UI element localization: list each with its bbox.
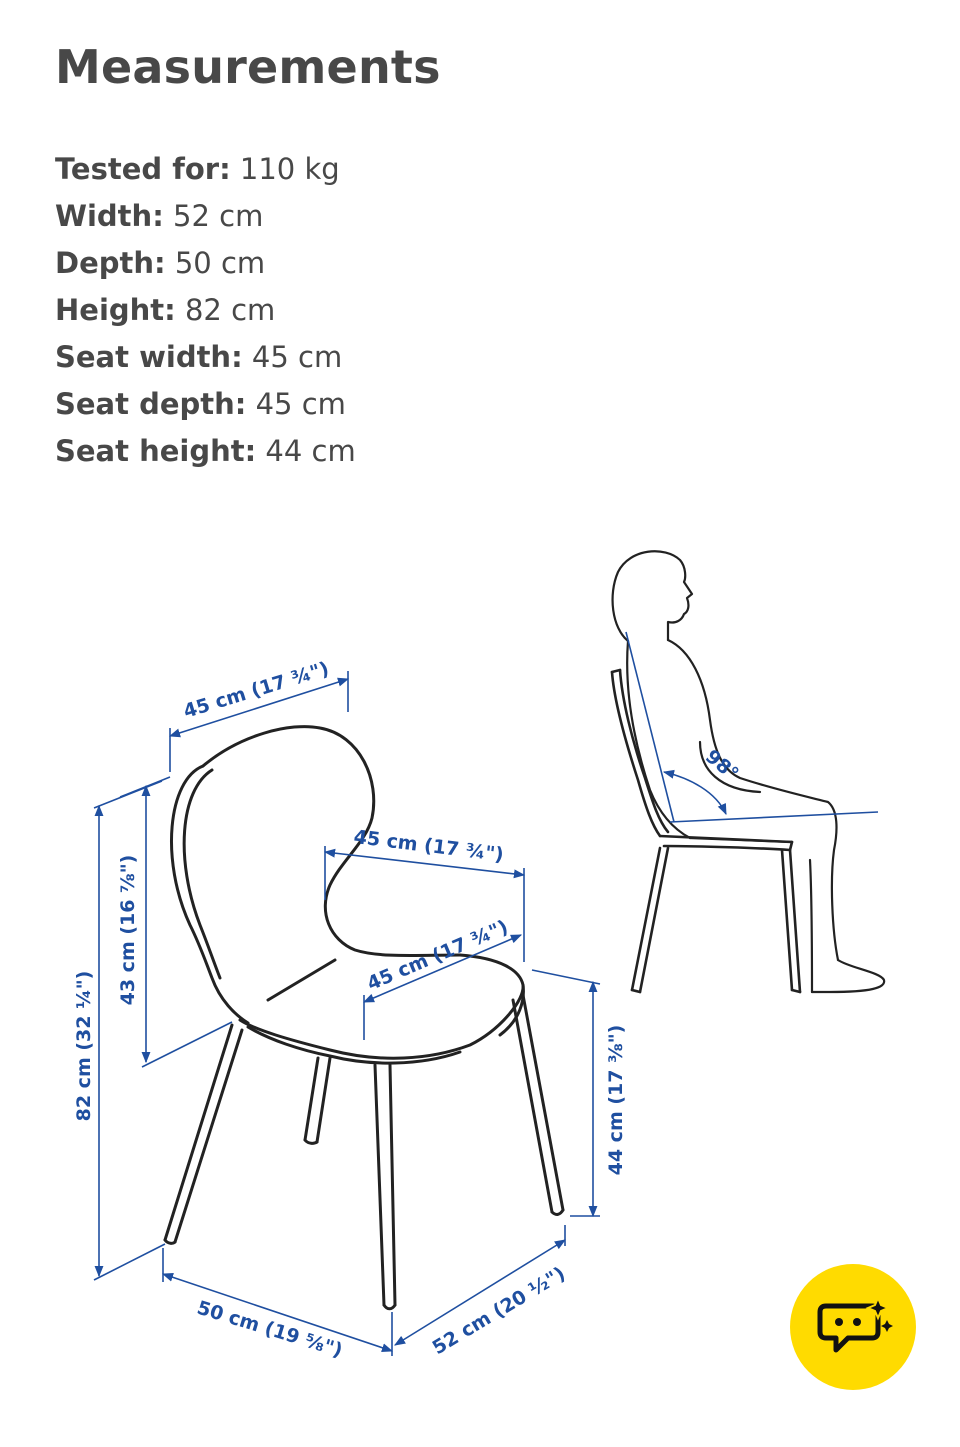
spec-value: 52 cm — [173, 199, 264, 233]
spec-label: Seat height: — [55, 434, 257, 468]
recline-angle-label: 98° — [701, 745, 743, 786]
spec-seat-width — [55, 334, 356, 381]
spec-label: Seat width: — [55, 340, 243, 374]
spec-label: Tested for: — [55, 152, 231, 186]
dimension-lines — [94, 671, 600, 1356]
angle-indicator — [626, 632, 878, 822]
spec-value: 45 cm — [255, 387, 346, 421]
spec-height — [55, 287, 356, 334]
page-title: Measurements — [55, 40, 441, 94]
dimension-labels — [73, 658, 627, 1362]
spec-tested-for — [55, 146, 356, 193]
spec-label: Width: — [55, 199, 164, 233]
assistant-chat-button[interactable] — [790, 1264, 916, 1390]
dim-seat-width-label: 45 cm (17 ¾") — [352, 825, 505, 867]
dim-width-label: 52 cm (20 ½") — [428, 1262, 570, 1360]
chat-sparkle-icon — [790, 1264, 916, 1390]
spec-value: 44 cm — [265, 434, 356, 468]
dim-total-height-label: 82 cm (32 ¼") — [73, 970, 95, 1122]
spec-depth — [55, 240, 356, 287]
spec-label: Seat depth: — [55, 387, 247, 421]
side-chair-drawing — [612, 670, 800, 992]
spec-value: 45 cm — [251, 340, 343, 374]
spec-value: 82 cm — [184, 293, 276, 327]
dim-depth-label: 50 cm (19 ⅝") — [194, 1296, 346, 1362]
dim-back-width-label: 45 cm (17 ¾") — [180, 657, 332, 723]
dim-seat-height-label: 44 cm (17 ⅜") — [605, 1024, 627, 1176]
spec-value: 50 cm — [174, 246, 266, 280]
spec-value: 110 kg — [239, 152, 340, 186]
spec-seat-depth — [55, 381, 356, 428]
spec-label: Height: — [55, 293, 176, 327]
spec-width — [55, 193, 356, 240]
spec-label: Depth: — [55, 246, 166, 280]
spec-seat-height — [55, 428, 356, 475]
dim-back-height-label: 43 cm (16 ⅞") — [117, 854, 139, 1006]
measurement-list — [55, 146, 356, 475]
dim-seat-depth-label: 45 cm (17 ¾") — [363, 915, 512, 996]
